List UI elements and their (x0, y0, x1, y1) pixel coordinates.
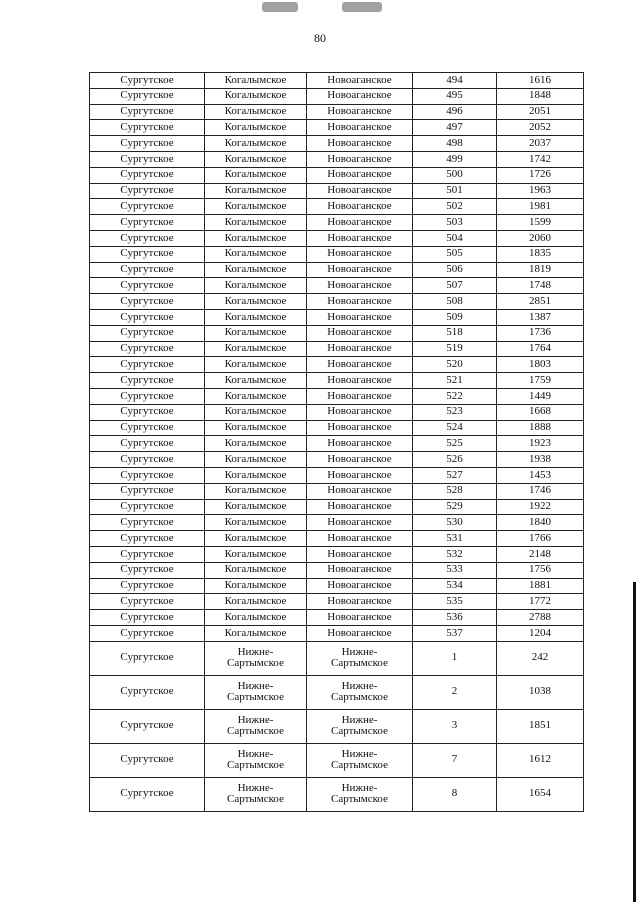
number-cell: 537 (413, 625, 497, 641)
number-cell: 502 (413, 199, 497, 215)
district-cell: Сургутское (90, 404, 205, 420)
value-cell: 1038 (497, 675, 584, 709)
number-cell: 521 (413, 373, 497, 389)
area-cell: Новоаганское (307, 262, 413, 278)
table-row (90, 404, 584, 420)
scan-artifact (262, 2, 298, 12)
district-cell: Сургутское (90, 341, 205, 357)
number-cell: 529 (413, 499, 497, 515)
value-cell: 1654 (497, 777, 584, 811)
table-row (90, 562, 584, 578)
field-cell: Когалымское (205, 452, 307, 468)
district-cell: Сургутское (90, 136, 205, 152)
district-cell: Сургутское (90, 357, 205, 373)
number-cell: 509 (413, 309, 497, 325)
field-cell: Нижне- Сартымское (205, 641, 307, 675)
district-cell: Сургутское (90, 104, 205, 120)
value-cell: 2060 (497, 230, 584, 246)
district-cell: Сургутское (90, 594, 205, 610)
area-cell: Новоаганское (307, 167, 413, 183)
number-cell: 533 (413, 562, 497, 578)
area-cell: Нижне- Сартымское (307, 709, 413, 743)
area-cell: Новоаганское (307, 436, 413, 452)
table-row (90, 278, 584, 294)
value-cell: 1764 (497, 341, 584, 357)
area-cell: Новоаганское (307, 373, 413, 389)
field-cell: Когалымское (205, 278, 307, 294)
value-cell: 1772 (497, 594, 584, 610)
scan-artifact (342, 2, 382, 12)
area-cell: Новоаганское (307, 625, 413, 641)
number-cell: 508 (413, 294, 497, 310)
value-cell: 1881 (497, 578, 584, 594)
district-cell: Сургутское (90, 578, 205, 594)
field-cell: Когалымское (205, 562, 307, 578)
table-row (90, 136, 584, 152)
number-cell: 495 (413, 88, 497, 104)
district-cell: Сургутское (90, 436, 205, 452)
table-row (90, 515, 584, 531)
field-cell: Когалымское (205, 531, 307, 547)
value-cell: 1963 (497, 183, 584, 199)
district-cell: Сургутское (90, 562, 205, 578)
field-cell: Нижне- Сартымское (205, 777, 307, 811)
table-row (90, 167, 584, 183)
field-cell: Когалымское (205, 294, 307, 310)
district-cell: Сургутское (90, 743, 205, 777)
field-cell: Когалымское (205, 357, 307, 373)
table-row (90, 483, 584, 499)
table-row (90, 215, 584, 231)
value-cell: 1726 (497, 167, 584, 183)
table-row (90, 199, 584, 215)
district-cell: Сургутское (90, 294, 205, 310)
area-cell: Новоаганское (307, 104, 413, 120)
field-cell: Когалымское (205, 594, 307, 610)
area-cell: Новоаганское (307, 278, 413, 294)
area-cell: Новоаганское (307, 357, 413, 373)
table-row (90, 594, 584, 610)
table-row (90, 546, 584, 562)
area-cell: Новоаганское (307, 388, 413, 404)
value-cell: 2148 (497, 546, 584, 562)
area-cell: Новоаганское (307, 136, 413, 152)
value-cell: 1612 (497, 743, 584, 777)
field-cell: Когалымское (205, 309, 307, 325)
value-cell: 242 (497, 641, 584, 675)
area-cell: Новоаганское (307, 452, 413, 468)
field-cell: Когалымское (205, 578, 307, 594)
table-body (90, 73, 584, 812)
number-cell: 526 (413, 452, 497, 468)
area-cell: Новоаганское (307, 215, 413, 231)
number-cell: 494 (413, 73, 497, 89)
table-row (90, 246, 584, 262)
table-row (90, 309, 584, 325)
field-cell: Когалымское (205, 404, 307, 420)
area-cell: Новоаганское (307, 151, 413, 167)
number-cell: 499 (413, 151, 497, 167)
district-cell: Сургутское (90, 625, 205, 641)
field-cell: Нижне- Сартымское (205, 709, 307, 743)
table-row (90, 578, 584, 594)
district-cell: Сургутское (90, 483, 205, 499)
area-cell: Новоаганское (307, 294, 413, 310)
area-cell: Новоаганское (307, 246, 413, 262)
number-cell: 528 (413, 483, 497, 499)
field-cell: Когалымское (205, 230, 307, 246)
district-cell: Сургутское (90, 641, 205, 675)
table-row (90, 120, 584, 136)
district-cell: Сургутское (90, 675, 205, 709)
table-row (90, 325, 584, 341)
number-cell: 525 (413, 436, 497, 452)
table-row (90, 531, 584, 547)
value-cell: 1851 (497, 709, 584, 743)
number-cell: 534 (413, 578, 497, 594)
table-row (90, 436, 584, 452)
table-row (90, 104, 584, 120)
number-cell: 506 (413, 262, 497, 278)
value-cell: 1599 (497, 215, 584, 231)
table-row (90, 357, 584, 373)
field-cell: Когалымское (205, 467, 307, 483)
table-row (90, 183, 584, 199)
value-cell: 1759 (497, 373, 584, 389)
value-cell: 1387 (497, 309, 584, 325)
field-cell: Когалымское (205, 104, 307, 120)
number-cell: 522 (413, 388, 497, 404)
value-cell: 2051 (497, 104, 584, 120)
number-cell: 536 (413, 610, 497, 626)
field-cell: Когалымское (205, 388, 307, 404)
number-cell: 505 (413, 246, 497, 262)
table-row (90, 452, 584, 468)
area-cell: Новоаганское (307, 467, 413, 483)
value-cell: 1848 (497, 88, 584, 104)
field-cell: Когалымское (205, 136, 307, 152)
field-cell: Когалымское (205, 183, 307, 199)
table-row (90, 88, 584, 104)
district-cell: Сургутское (90, 388, 205, 404)
field-cell: Когалымское (205, 120, 307, 136)
table-row (90, 641, 584, 675)
area-cell: Новоаганское (307, 610, 413, 626)
table-row (90, 499, 584, 515)
number-cell: 523 (413, 404, 497, 420)
field-cell: Когалымское (205, 151, 307, 167)
table-row (90, 73, 584, 89)
value-cell: 1616 (497, 73, 584, 89)
district-cell: Сургутское (90, 199, 205, 215)
field-cell: Нижне- Сартымское (205, 743, 307, 777)
field-cell: Когалымское (205, 436, 307, 452)
number-cell: 503 (413, 215, 497, 231)
field-cell: Когалымское (205, 199, 307, 215)
value-cell: 1835 (497, 246, 584, 262)
field-cell: Когалымское (205, 625, 307, 641)
value-cell: 1736 (497, 325, 584, 341)
area-cell: Новоаганское (307, 515, 413, 531)
scan-edge-bar (633, 582, 636, 902)
field-cell: Когалымское (205, 610, 307, 626)
field-cell: Когалымское (205, 515, 307, 531)
area-cell: Новоаганское (307, 562, 413, 578)
district-cell: Сургутское (90, 183, 205, 199)
number-cell: 520 (413, 357, 497, 373)
table-row (90, 341, 584, 357)
field-cell: Когалымское (205, 167, 307, 183)
district-cell: Сургутское (90, 777, 205, 811)
field-cell: Когалымское (205, 262, 307, 278)
number-cell: 524 (413, 420, 497, 436)
table-row (90, 151, 584, 167)
district-cell: Сургутское (90, 230, 205, 246)
value-cell: 1453 (497, 467, 584, 483)
number-cell: 500 (413, 167, 497, 183)
number-cell: 504 (413, 230, 497, 246)
value-cell: 1888 (497, 420, 584, 436)
field-cell: Когалымское (205, 420, 307, 436)
area-cell: Новоаганское (307, 531, 413, 547)
value-cell: 1746 (497, 483, 584, 499)
district-cell: Сургутское (90, 452, 205, 468)
field-cell: Когалымское (205, 546, 307, 562)
area-cell: Новоаганское (307, 73, 413, 89)
number-cell: 501 (413, 183, 497, 199)
value-cell: 2037 (497, 136, 584, 152)
value-cell: 1204 (497, 625, 584, 641)
value-cell: 1981 (497, 199, 584, 215)
district-cell: Сургутское (90, 120, 205, 136)
area-cell: Новоаганское (307, 341, 413, 357)
field-cell: Когалымское (205, 373, 307, 389)
district-cell: Сургутское (90, 499, 205, 515)
value-cell: 1449 (497, 388, 584, 404)
district-cell: Сургутское (90, 151, 205, 167)
area-cell: Новоаганское (307, 183, 413, 199)
area-cell: Нижне- Сартымское (307, 675, 413, 709)
value-cell: 1923 (497, 436, 584, 452)
number-cell: 519 (413, 341, 497, 357)
number-cell: 527 (413, 467, 497, 483)
area-cell: Новоаганское (307, 325, 413, 341)
area-cell: Новоаганское (307, 199, 413, 215)
area-cell: Новоаганское (307, 578, 413, 594)
district-cell: Сургутское (90, 215, 205, 231)
table-row (90, 420, 584, 436)
value-cell: 1840 (497, 515, 584, 531)
table-row (90, 675, 584, 709)
number-cell: 518 (413, 325, 497, 341)
number-cell: 496 (413, 104, 497, 120)
district-cell: Сургутское (90, 88, 205, 104)
number-cell: 7 (413, 743, 497, 777)
number-cell: 535 (413, 594, 497, 610)
number-cell: 530 (413, 515, 497, 531)
district-cell: Сургутское (90, 73, 205, 89)
district-cell: Сургутское (90, 309, 205, 325)
table-row (90, 230, 584, 246)
value-cell: 2052 (497, 120, 584, 136)
number-cell: 507 (413, 278, 497, 294)
value-cell: 1819 (497, 262, 584, 278)
district-cell: Сургутское (90, 546, 205, 562)
field-cell: Когалымское (205, 483, 307, 499)
value-cell: 2788 (497, 610, 584, 626)
field-cell: Нижне- Сартымское (205, 675, 307, 709)
value-cell: 1748 (497, 278, 584, 294)
table-row (90, 625, 584, 641)
field-cell: Когалымское (205, 325, 307, 341)
number-cell: 3 (413, 709, 497, 743)
district-cell: Сургутское (90, 709, 205, 743)
number-cell: 2 (413, 675, 497, 709)
district-cell: Сургутское (90, 325, 205, 341)
area-cell: Нижне- Сартымское (307, 743, 413, 777)
area-cell: Новоаганское (307, 483, 413, 499)
table-row (90, 467, 584, 483)
area-cell: Новоаганское (307, 404, 413, 420)
area-cell: Новоаганское (307, 546, 413, 562)
field-cell: Когалымское (205, 499, 307, 515)
area-cell: Новоаганское (307, 88, 413, 104)
area-cell: Новоаганское (307, 499, 413, 515)
number-cell: 8 (413, 777, 497, 811)
district-cell: Сургутское (90, 262, 205, 278)
value-cell: 1938 (497, 452, 584, 468)
value-cell: 1803 (497, 357, 584, 373)
district-cell: Сургутское (90, 467, 205, 483)
area-cell: Новоаганское (307, 309, 413, 325)
table-row (90, 388, 584, 404)
field-cell: Когалымское (205, 88, 307, 104)
table-row (90, 777, 584, 811)
number-cell: 497 (413, 120, 497, 136)
district-cell: Сургутское (90, 610, 205, 626)
table-row (90, 373, 584, 389)
value-cell: 1766 (497, 531, 584, 547)
number-cell: 1 (413, 641, 497, 675)
district-cell: Сургутское (90, 515, 205, 531)
value-cell: 1756 (497, 562, 584, 578)
page-number: 80 (314, 31, 326, 45)
area-cell: Новоаганское (307, 420, 413, 436)
table-row (90, 262, 584, 278)
district-cell: Сургутское (90, 278, 205, 294)
field-cell: Когалымское (205, 73, 307, 89)
value-cell: 2851 (497, 294, 584, 310)
district-cell: Сургутское (90, 531, 205, 547)
area-cell: Нижне- Сартымское (307, 641, 413, 675)
value-cell: 1742 (497, 151, 584, 167)
registry-table (89, 72, 584, 812)
district-cell: Сургутское (90, 420, 205, 436)
table-row (90, 743, 584, 777)
area-cell: Новоаганское (307, 594, 413, 610)
area-cell: Нижне- Сартымское (307, 777, 413, 811)
district-cell: Сургутское (90, 373, 205, 389)
district-cell: Сургутское (90, 246, 205, 262)
field-cell: Когалымское (205, 246, 307, 262)
table-row (90, 294, 584, 310)
value-cell: 1922 (497, 499, 584, 515)
district-cell: Сургутское (90, 167, 205, 183)
number-cell: 531 (413, 531, 497, 547)
field-cell: Когалымское (205, 341, 307, 357)
field-cell: Когалымское (205, 215, 307, 231)
number-cell: 532 (413, 546, 497, 562)
table-row (90, 610, 584, 626)
table-row (90, 709, 584, 743)
number-cell: 498 (413, 136, 497, 152)
area-cell: Новоаганское (307, 230, 413, 246)
value-cell: 1668 (497, 404, 584, 420)
area-cell: Новоаганское (307, 120, 413, 136)
